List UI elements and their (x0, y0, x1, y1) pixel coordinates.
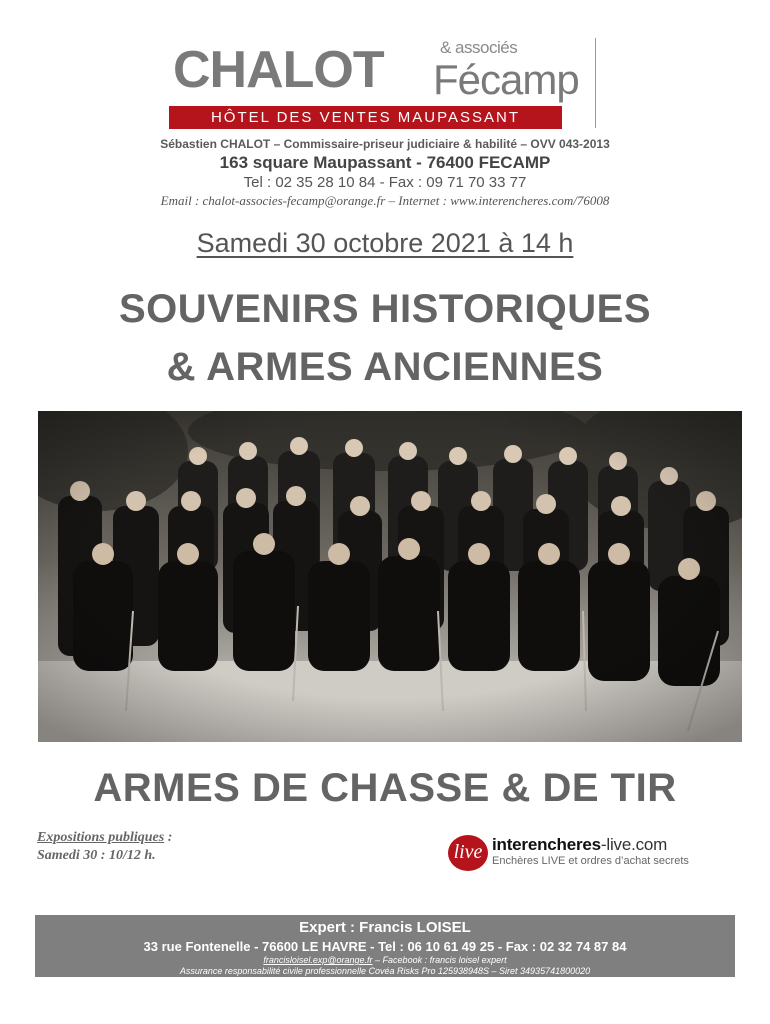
expert-footer (35, 915, 735, 977)
expert-facebook: – Facebook : francis loisel expert (372, 955, 507, 965)
live-badge: live (448, 835, 488, 871)
exhibition-info (37, 829, 172, 865)
logo-associes: & associés (440, 38, 518, 57)
main-title-line2: & ARMES ANCIENNES (166, 345, 604, 389)
exhibition-label: Expositions publiques (37, 830, 165, 845)
expert-email-link[interactable]: francisloisel.exp@orange.fr (263, 955, 373, 965)
phone-line: Tel : 02 35 28 10 84 - Fax : 09 71 70 33 77 (243, 174, 527, 191)
exhibition-label-suffix: : (164, 830, 173, 845)
logo-name: CHALOT (173, 41, 384, 99)
expert-address: 33 rue Fontenelle - 76600 LE HAVRE - Tel : 06 10 61 49 25 - Fax : 02 32 74 87 84 (143, 939, 627, 954)
expert-title: Expert : Francis LOISEL (299, 919, 471, 936)
company-logo (165, 36, 605, 130)
live-site-name (492, 835, 667, 855)
logo-city: Fécamp (433, 56, 579, 103)
address-line: 163 square Maupassant - 76400 FECAMP (219, 153, 551, 172)
main-title-line1: SOUVENIRS HISTORIQUES (118, 287, 652, 331)
expert-insurance: Assurance responsabilité civile professionnelle Covéa Risks Pro 125938948S – Siret 34935741800020 (179, 966, 591, 976)
live-site-name-bold: interencheres (492, 835, 601, 854)
logo-tagline: HÔTEL DES VENTES MAUPASSANT (169, 106, 562, 129)
historical-group-photo (38, 411, 742, 742)
web-line: Email : chalot-associes-fecamp@orange.fr – Internet : www.interencheres.com/76008 (160, 193, 610, 208)
logo-divider (595, 38, 596, 128)
live-site-name-rest: -live.com (600, 835, 668, 854)
interencheres-live-logo (448, 833, 738, 875)
sale-date: Samedi 30 octobre 2021 à 14 h (196, 228, 574, 258)
expert-contact-line (35, 955, 735, 965)
live-subtitle: Enchères LIVE et ordres d’achat secrets (492, 855, 689, 867)
exhibition-schedule: Samedi 30 : 10/12 h. (37, 848, 156, 863)
auctioneer-line: Sébastien CHALOT – Commissaire-priseur judiciaire & habilité – OVV 043-2013 (160, 137, 610, 151)
secondary-title: ARMES DE CHASSE & DE TIR (93, 766, 677, 810)
group-photo-illustration (38, 411, 742, 742)
